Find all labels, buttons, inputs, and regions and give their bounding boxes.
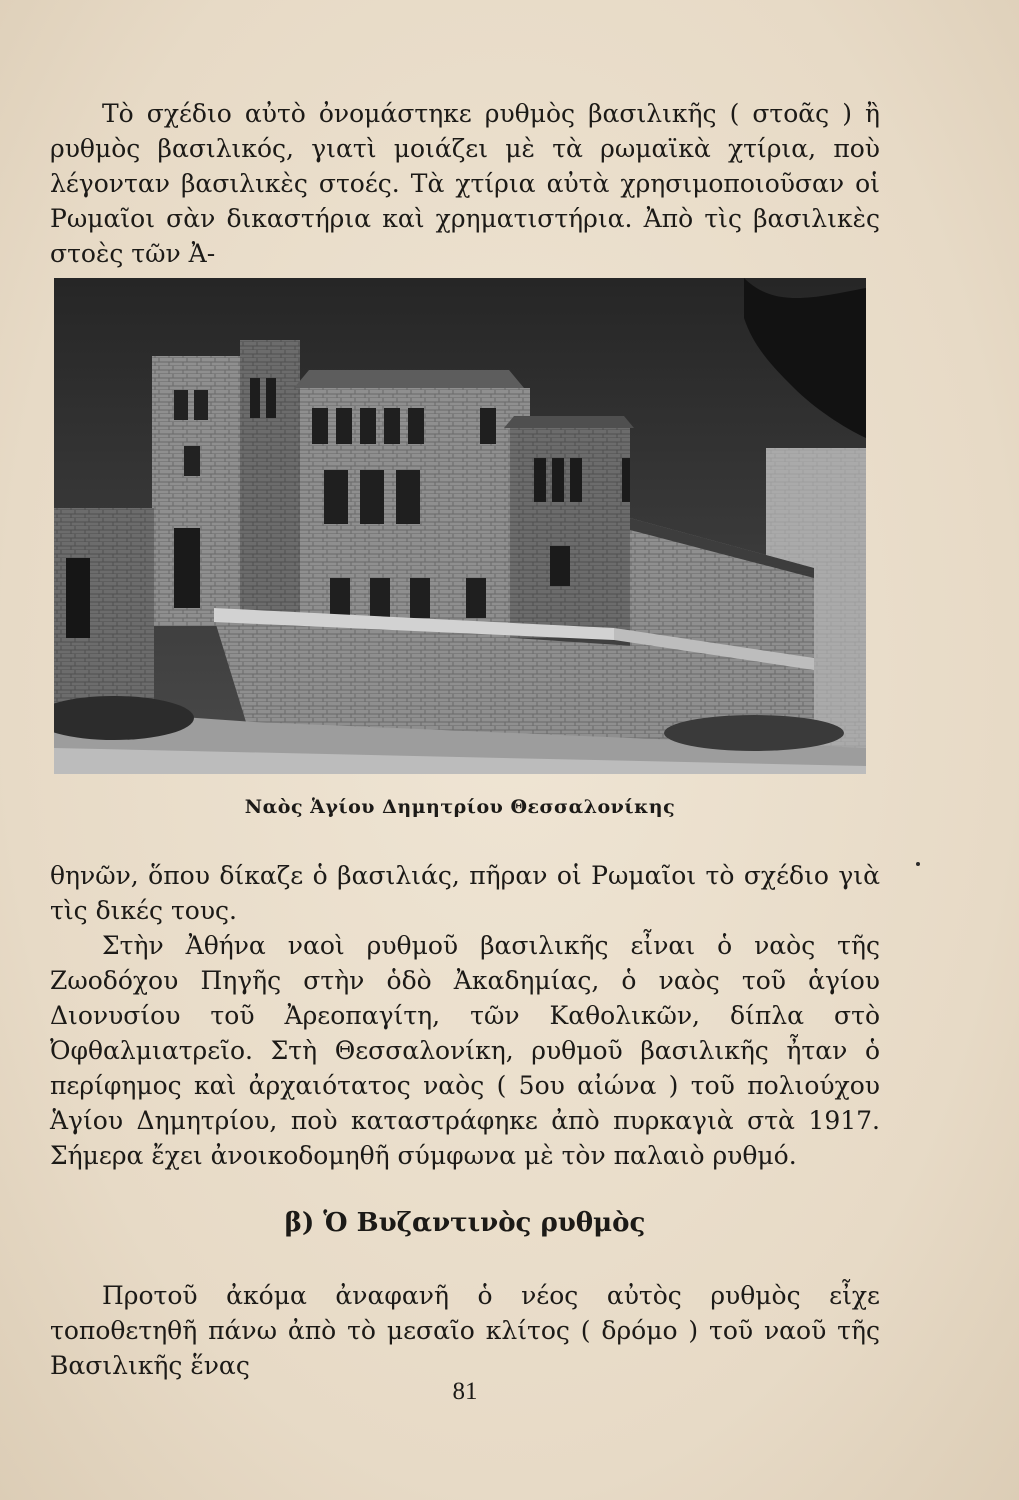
print-speck xyxy=(916,862,920,866)
top-text-block xyxy=(50,96,880,271)
bottom-text-block xyxy=(50,1278,880,1383)
church-illustration xyxy=(54,278,866,774)
top-paragraph: Τὸ σχέδιο αὐτὸ ὀνομάστηκε ρυθμὸς βασιλικῆς ( στοᾶς ) ἢ ρυθμὸς βασιλικός, γιατὶ μοιάζει μὲ τὰ ρωμαϊκὰ χτίρια, ποὺ λέγονταν βασιλικὲς στοές. Τὰ χτίρια αὐτὰ χρησιμοποιοῦσαν οἱ Ρωμαῖοι σὰν δικαστήρια καὶ χρηματιστήρια. Ἀπὸ τὶς βασιλικὲς στοὲς τῶν Ἀ- xyxy=(50,99,880,268)
page-number: 81 xyxy=(452,1378,478,1405)
photo-caption: Ναὸς Ἁγίου Δημητρίου Θεσσαλονίκης xyxy=(244,796,676,818)
church-photograph xyxy=(54,278,866,774)
bottom-paragraph: Προτοῦ ἀκόμα ἀναφανῆ ὁ νέος αὐτὸς ρυθμὸς εἶχε τοποθετηθῆ πάνω ἀπὸ τὸ μεσαῖο κλίτος ( δρόμο ) τοῦ ναοῦ τῆς Βασιλικῆς ἕνας xyxy=(50,1281,880,1380)
section-heading: β) Ὁ Βυζαντινὸς ρυθμὸς xyxy=(284,1208,646,1238)
athens-paragraph: Στὴν Ἀθήνα ναοὶ ρυθμοῦ βασιλικῆς εἶναι ὁ ναὸς τῆς Ζωοδόχου Πηγῆς στὴν ὁδὸ Ἀκαδημίας, ὁ ναὸς τοῦ ἁγίου Διονυσίου τοῦ Ἀρεοπαγίτη, τῶν Καθολικῶν, δίπλα στὸ Ὀφθαλμιατρεῖο. Στὴ Θεσσαλονίκη, ρυθμοῦ βασιλικῆς ἦταν ὁ περίφημος καὶ ἀρχαιότατος ναὸς ( 5ου αἰώνα ) τοῦ πολιούχου Ἁγίου Δημητρίου, ποὺ καταστράφηκε ἀπὸ πυρκαγιὰ στὰ 1917. Σήμερα ἔχει ἀνοικοδομηθῆ σύμφωνα μὲ τὸν παλαιὸ ρυθμό. xyxy=(50,931,880,1170)
middle-text-block xyxy=(50,858,880,1173)
continuation-paragraph: θηνῶν, ὅπου δίκαζε ὁ βασιλιάς, πῆραν οἱ Ρωμαῖοι τὸ σχέδιο γιὰ τὶς δικές τους. xyxy=(50,861,880,925)
